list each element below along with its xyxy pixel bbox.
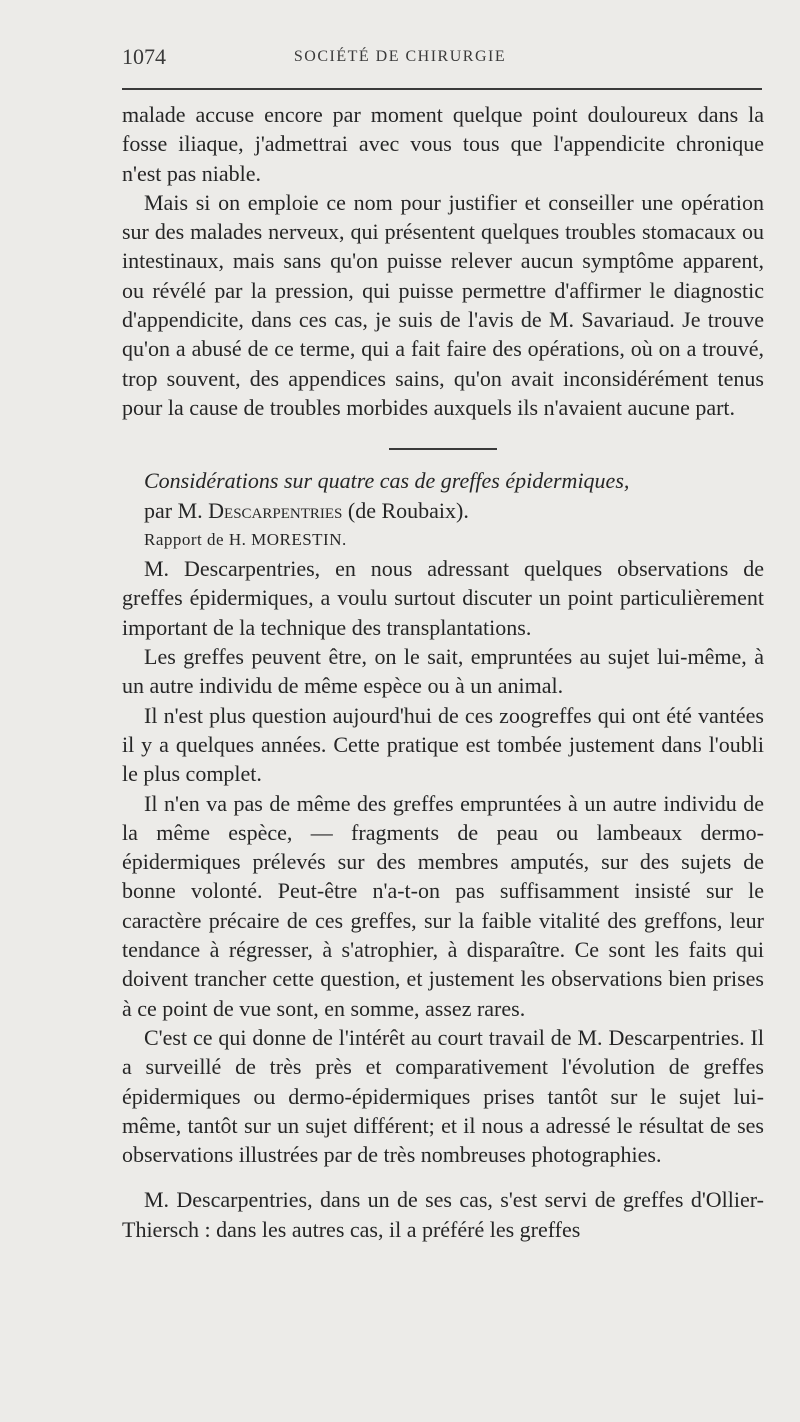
section-byline <box>122 496 764 525</box>
header-rule <box>122 88 762 90</box>
report-line: Rapport de H. MORESTIN. <box>144 529 347 549</box>
body-text <box>122 100 764 1244</box>
byline-suffix: (de Roubaix). <box>342 497 469 523</box>
paragraph: M. Descarpentries, dans un de ses cas, s'est servi de greffes d'Ollier-Thiersch : dans les autres cas, il a préféré les greffes <box>122 1187 764 1242</box>
running-title: SOCIÉTÉ DE CHIRURGIE <box>293 48 507 65</box>
paragraph: M. Descarpentries, en nous adressant quelques observations de greffes épidermiques, a voulu surtout discuter un point particulièrement important de la technique des transplantations. <box>122 556 764 640</box>
byline-author: Descarpentries <box>208 497 343 523</box>
byline-prefix: par M. <box>144 497 209 523</box>
section-title: Considérations sur quatre cas de greffes épidermiques, <box>144 468 630 494</box>
paragraph: malade accuse encore par moment quelque point douloureux dans la fosse iliaque, j'admettrai avec vous tous que l'appendicite chronique n'est pas niable. <box>122 102 764 186</box>
page-number: 1074 <box>122 44 166 69</box>
section-separator <box>389 448 497 450</box>
paragraph-gap <box>122 1169 764 1185</box>
paragraph: C'est ce qui donne de l'intérêt au court travail de M. Descarpentries. Il a surveillé de très près et comparativement l'évolution de greffes épidermiques ou dermo-épidermiques prises tantôt sur le sujet lui-même, tantôt sur un sujet différent; et il nous a adressé le résultat de ses observations illustrées par de très nombreuses photographies. <box>122 1024 764 1168</box>
paragraph: Mais si on emploie ce nom pour justifier et conseiller une opération sur des malades nerveux, qui présentent quelques troubles stomacaux ou intestinaux, mais sans qu'on puisse relever aucun symptôme apparent, ou révélé par la pression, qui puisse permettre d'affirmer le diagnostic d'appendicite, dans ces cas, je suis de l'avis de M. Savariaud. Je trouve qu'on a abusé de ce terme, qui a fait faire des opérations, où on a trouvé, trop souvent, des appendices sains, qu'on avait inconsidérément tenus pour la cause de troubles morbides auxquels ils n'avaient aucune part. <box>122 189 764 420</box>
paragraph: Il n'en va pas de même des greffes empruntées à un autre individu de la même espèce, — fragments de peau ou lambeaux dermo-épidermiques prélevés sur des membres amputés, sur des sujets de bonne volonté. Peut-être n'a-t-on pas suffisamment insisté sur le caractère précaire de ces greffes, sur la faible vitalité des greffons, leur tendance à régresser, à s'atrophier, à disparaître. Ce sont les faits qui doivent trancher cette question, et justement les observations bien prises à ce point de vue sont, en somme, assez rares. <box>122 790 764 1021</box>
paragraph: Il n'est plus question aujourd'hui de ces zoogreffes qui ont été vantées il y a quelques années. Cette pratique est tombée justement dans l'oubli le plus complet. <box>122 702 764 787</box>
paragraph: Les greffes peuvent être, on le sait, empruntées au sujet lui-même, à un autre individu de même espèce ou à un animal. <box>122 644 764 699</box>
